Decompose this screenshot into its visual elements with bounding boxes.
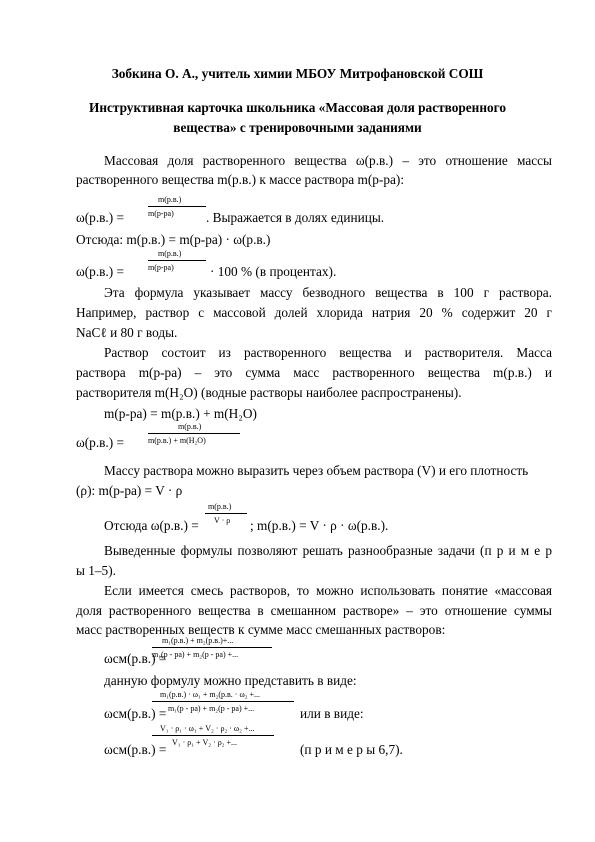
formula-7-lhs: ωсм(р.в.) = <box>104 706 167 721</box>
formula-2-numerator: m(р.в.) <box>158 249 182 258</box>
para-6-line-2: доля растворенного вещества в смешанном растворе» – это отношение суммы <box>76 603 552 618</box>
para-2-line-3: NaCℓ и 80 г воды. <box>76 325 178 340</box>
formula-1-lhs: ω(р.в.) = <box>76 210 125 225</box>
para-4-line-1: Массу раствора можно выразить через объем раствора (V) и его плотность <box>104 463 529 478</box>
formula-6-fraction-bar <box>152 647 272 648</box>
formula-5-rhs: ; m(р.в.) = V · ρ · ω(р.в.). <box>250 518 389 533</box>
title-line-2: вещества» с тренировочными заданиями <box>173 120 422 135</box>
formula-2-lhs: ω(р.в.) = <box>76 264 125 279</box>
formula-2-denominator: m(р-ра) <box>148 263 174 272</box>
formula-4-numerator: m(р.в.) <box>178 422 202 431</box>
para-5-line-2: ы 1–5). <box>76 563 116 578</box>
formula-6-numerator: m₁(р.в.) + m₂(р.в.)+... <box>162 636 234 645</box>
formula-7-rhs: или в виде: <box>300 706 364 721</box>
para-1-line-1: Массовая доля растворенного вещества ω(р.в.) – это отношение массы <box>104 153 552 168</box>
para-2-line-2: Например, раствор с массовой долей хлорида натрия 20 % содержит 20 г <box>76 305 552 320</box>
formula-5-denominator: V · ρ <box>214 516 231 525</box>
formula-8-lhs: ωсм(р.в.) = <box>104 742 167 757</box>
formula-4-fraction-bar <box>148 433 240 434</box>
formula-6-denominator: m₁(р - ра) + m₂(р - ра) +... <box>152 650 239 659</box>
formula-1-denominator: m(р-ра) <box>148 209 174 218</box>
formula-4-lhs: ω(р.в.) = <box>76 435 125 450</box>
para-5-line-1: Выведенные формулы позволяют решать разнообразные задачи (п р и м е р <box>104 543 552 558</box>
formula-5-lhs: Отсюда ω(р.в.) = <box>104 518 199 533</box>
para-3-line-3: растворителя m(H₂O) (водные растворы наиболее распространены). <box>76 385 462 400</box>
para-3-line-1: Раствор состоит из растворенного вещества и растворителя. Масса <box>104 345 552 360</box>
formula-2-fraction-bar <box>148 260 206 261</box>
formula-8-rhs: (п р и м е р ы 6,7). <box>300 742 403 757</box>
formula-5-numerator: m(р.в.) <box>208 502 232 511</box>
para-2-line-1: Эта формула указывает массу безводного вещества в 100 г раствора. <box>104 285 552 300</box>
formula-3: m(р-ра) = m(р.в.) + m(H₂O) <box>104 406 257 421</box>
formula-8-denominator: V₁ · ρ₁ + V₂ · ρ₂ +... <box>172 738 238 747</box>
para-7: данную формулу можно представить в виде: <box>104 673 357 688</box>
formula-2-note: · 100 % (в процентах). <box>210 264 337 279</box>
formula-1-fraction-bar <box>148 206 206 207</box>
formula-1-numerator: m(р.в.) <box>158 195 182 204</box>
formula-7-fraction-bar <box>152 701 294 702</box>
para-6-line-1: Если имеется смесь растворов, то можно использовать понятие «массовая <box>104 583 552 598</box>
formula-otsyuda: Отсюда: m(р.в.) = m(р-ра) · ω(р.в.) <box>76 232 271 247</box>
para-3-line-2: раствора m(р-ра) – это сумма масс растворенного вещества m(р.в.) и <box>76 365 552 380</box>
title-line-1: Инструктивная карточка школьника «Массовая доля растворенного <box>88 100 506 115</box>
formula-7-denominator: m₁(р - ра) + m₂(р - ра) +... <box>168 704 255 713</box>
formula-6-lhs: ωсм(р.в.) = <box>104 651 167 666</box>
author-line: Зобкина О. А., учитель химии МБОУ Митрофановской СОШ <box>111 66 484 81</box>
para-6-line-3: масс растворенных веществ к сумме масс смешанных растворов: <box>76 622 446 637</box>
formula-1-note: . Выражается в долях единицы. <box>206 210 385 225</box>
formula-7-numerator: m₁(р.в.) · ω₁ + m₂(р.в. · ω₂ +... <box>160 690 261 699</box>
formula-5-fraction-bar <box>205 513 247 514</box>
formula-8-fraction-bar <box>152 735 274 736</box>
formula-4-denominator: m(р.в.) + m(H₂O) <box>148 436 206 445</box>
formula-8-numerator: V₁ · ρ₁ · ω₁ + V₂ · ρ₂ · ω₂ +... <box>160 724 255 733</box>
para-1-line-2: растворенного вещества m(р.в.) к массе раствора m(р-ра): <box>76 172 405 187</box>
para-4-line-2: (ρ): m(р-ра) = V · ρ <box>76 483 183 498</box>
